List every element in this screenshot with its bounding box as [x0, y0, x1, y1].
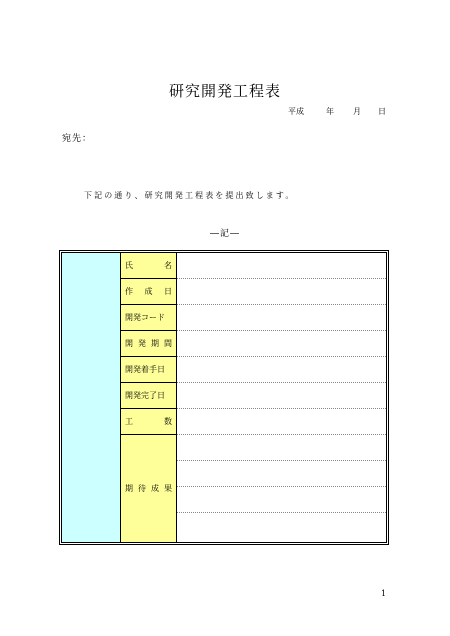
- expected-results-line[interactable]: [177, 513, 386, 542]
- form-label-3: [121, 331, 176, 357]
- form-label-text: 開発コード: [125, 313, 165, 322]
- expected-results-line[interactable]: [177, 461, 386, 487]
- form-label-text: 数: [164, 417, 172, 426]
- form-label-text: 名: [164, 261, 172, 270]
- form-label-expected-results: [121, 435, 176, 542]
- form-label-5: [121, 383, 176, 409]
- addressee-label: 宛先：: [62, 134, 93, 144]
- form-label-6: [121, 409, 176, 435]
- ki-heading: ―記―: [209, 229, 240, 239]
- date-day: 日: [378, 107, 386, 116]
- form-label-text: 開発完了日: [125, 391, 165, 400]
- date-year: 年: [326, 107, 334, 116]
- date-era: 平成: [288, 107, 304, 116]
- form-value-field[interactable]: [177, 357, 386, 383]
- form-value-field[interactable]: [177, 305, 386, 331]
- form-label-text: 工: [125, 417, 133, 426]
- form-label-text: 待: [138, 484, 146, 493]
- form-label-text: 開: [125, 339, 133, 348]
- page-number: 1: [381, 589, 387, 598]
- form-label-2: [121, 305, 176, 331]
- form-table: [59, 250, 389, 545]
- form-label-0: [121, 253, 176, 279]
- page-title: 研究開発工程表: [168, 82, 281, 100]
- form-label-text: 期: [151, 339, 159, 348]
- form-value-field[interactable]: [177, 253, 386, 279]
- label-column: [121, 253, 177, 542]
- value-column: [177, 253, 386, 542]
- expected-results-line[interactable]: [177, 487, 386, 513]
- form-label-text: 日: [164, 287, 172, 296]
- form-label-text: 成: [144, 287, 153, 296]
- form-label-text: 成: [151, 484, 159, 493]
- form-label-text: 開発着手日: [125, 365, 165, 374]
- intro-text: 下記の通り、研究開発工程表を提出致します。: [84, 191, 296, 200]
- form-value-field[interactable]: [177, 279, 386, 305]
- form-label-text: 間: [164, 339, 172, 348]
- expected-results-line[interactable]: [177, 435, 386, 461]
- form-value-field[interactable]: [177, 409, 386, 435]
- form-label-text: 作: [125, 287, 133, 296]
- form-label-text: 期: [125, 484, 133, 493]
- form-label-4: [121, 357, 176, 383]
- form-value-field[interactable]: [177, 383, 386, 409]
- form-label-1: [121, 279, 176, 305]
- form-label-text: 果: [164, 484, 172, 493]
- form-label-text: 氏: [125, 261, 133, 270]
- form-value-field[interactable]: [177, 331, 386, 357]
- form-label-text: 発: [138, 339, 146, 348]
- side-column: [62, 253, 121, 542]
- date-month: 月: [353, 107, 361, 116]
